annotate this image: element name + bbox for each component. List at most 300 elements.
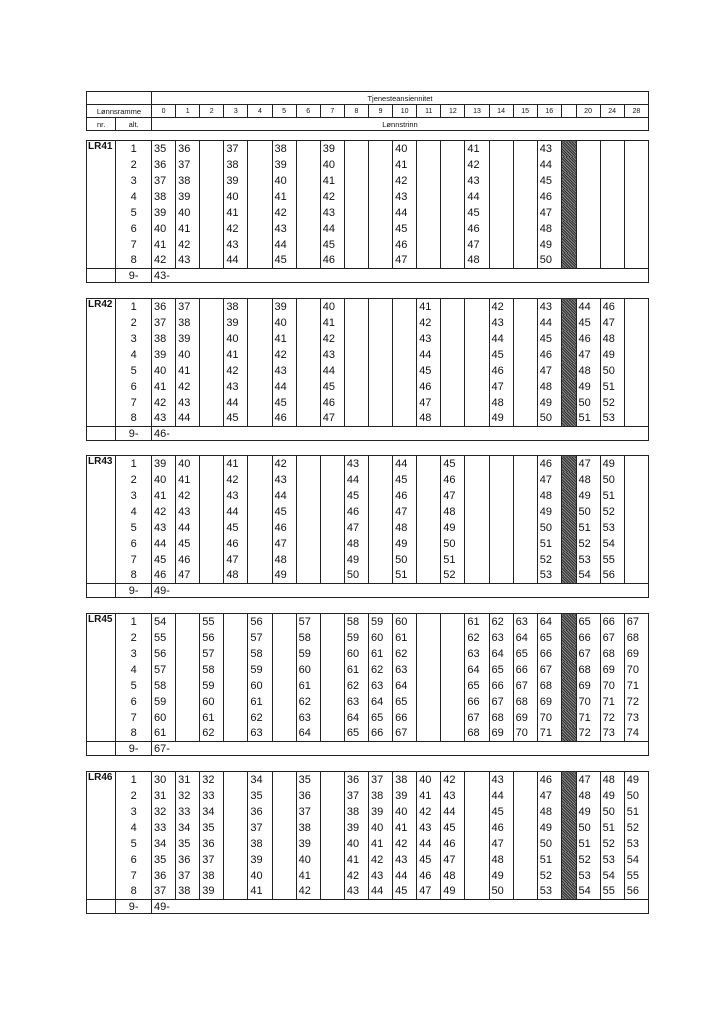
step-cell: 46 [537, 347, 561, 363]
step-cell: 43 [537, 299, 561, 315]
step-cell [320, 836, 344, 852]
step-cell [248, 379, 272, 395]
step-cell: 42 [441, 772, 465, 788]
step-cell: 70 [624, 662, 648, 678]
step-cell: 42 [465, 157, 489, 173]
step-cell [465, 411, 489, 427]
step-cell [272, 646, 296, 662]
step-cell [489, 472, 513, 488]
frame-name-cell [87, 646, 116, 662]
step-cell: 33 [151, 820, 175, 836]
step-cell [368, 189, 392, 205]
step-cell: 47 [417, 395, 441, 411]
step-cell [417, 520, 441, 536]
step-cell [624, 395, 648, 411]
step-cell [344, 379, 368, 395]
step-cell [200, 472, 224, 488]
step-cell: 58 [200, 662, 224, 678]
step-cell [624, 504, 648, 520]
step-cell: 52 [576, 536, 600, 552]
step-cell [513, 772, 537, 788]
table-row [87, 804, 649, 820]
step-cell [513, 536, 537, 552]
step-cell: 50 [344, 568, 368, 584]
frame-name-cell [87, 804, 116, 820]
step-cell: 42 [296, 884, 320, 900]
step-cell: 51 [537, 536, 561, 552]
step-cell [465, 299, 489, 315]
frame-name-cell [87, 662, 116, 678]
step-cell [513, 141, 537, 157]
table-row [87, 552, 649, 568]
alt-cell: 7 [116, 868, 152, 884]
step-cell: 47 [537, 205, 561, 221]
step-cell: 60 [151, 710, 175, 726]
step-cell [248, 536, 272, 552]
step-cell: 45 [393, 472, 417, 488]
step-cell: 44 [489, 788, 513, 804]
step-cell: 62 [393, 646, 417, 662]
step-cell: 55 [624, 868, 648, 884]
step-cell [272, 804, 296, 820]
step-cell [600, 237, 624, 253]
step-cell: 41 [465, 141, 489, 157]
step-cell [344, 237, 368, 253]
step-cell: 44 [465, 189, 489, 205]
step-cell [224, 852, 248, 868]
step-cell [513, 205, 537, 221]
alt-cell: 5 [116, 678, 152, 694]
step-cell [489, 504, 513, 520]
table-row [87, 646, 649, 662]
step-cell: 39 [272, 157, 296, 173]
step-cell: 40 [393, 804, 417, 820]
step-cell: 42 [320, 331, 344, 347]
table-row [87, 379, 649, 395]
step-cell: 42 [224, 363, 248, 379]
step-cell: 66 [513, 662, 537, 678]
step-cell [417, 205, 441, 221]
frame-table-lr46 [86, 771, 649, 914]
step-cell: 52 [537, 552, 561, 568]
step-cell: 43 [176, 395, 200, 411]
frame-name-cell [87, 331, 116, 347]
step-cell: 39 [393, 788, 417, 804]
step-cell: 42 [368, 852, 392, 868]
step-cell: 62 [200, 726, 224, 742]
step-cell: 47 [600, 315, 624, 331]
step-cell [248, 141, 272, 157]
step-cell [200, 379, 224, 395]
step-cell: 46 [224, 536, 248, 552]
step-cell: 38 [248, 836, 272, 852]
step-cell [320, 694, 344, 710]
step-cell [576, 253, 600, 269]
step-cell: 40 [224, 331, 248, 347]
step-cell [513, 379, 537, 395]
footer-row [87, 584, 649, 598]
step-cell: 33 [176, 804, 200, 820]
frame-name-cell [87, 552, 116, 568]
step-cell: 41 [151, 379, 175, 395]
step-cell: 35 [248, 788, 272, 804]
step-cell [368, 488, 392, 504]
step-cell: 42 [417, 315, 441, 331]
step-cell [272, 884, 296, 900]
step-cell [224, 884, 248, 900]
step-cell [624, 552, 648, 568]
table-row [87, 253, 649, 269]
frame-name-cell [87, 347, 116, 363]
step-cell [176, 678, 200, 694]
step-cell: 56 [624, 884, 648, 900]
table-row [87, 868, 649, 884]
step-cell [465, 488, 489, 504]
step-cell: 48 [441, 504, 465, 520]
step-cell [513, 472, 537, 488]
step-cell [368, 315, 392, 331]
step-cell: 58 [344, 614, 368, 630]
step-cell: 47 [537, 472, 561, 488]
step-cell [320, 646, 344, 662]
alt-cell: 5 [116, 205, 152, 221]
step-cell [296, 520, 320, 536]
step-cell: 39 [151, 347, 175, 363]
step-cell [248, 395, 272, 411]
alt-cell: 3 [116, 173, 152, 189]
step-cell [296, 456, 320, 472]
footer-value-cell: 46- [151, 427, 648, 441]
step-cell: 51 [441, 552, 465, 568]
step-cell: 63 [296, 710, 320, 726]
step-cell: 40 [224, 189, 248, 205]
step-cell [465, 315, 489, 331]
step-cell [441, 379, 465, 395]
footer-value-cell: 49- [151, 584, 648, 598]
table-row [87, 315, 649, 331]
step-cell: 46 [272, 520, 296, 536]
step-cell: 42 [272, 205, 296, 221]
step-cell: 48 [393, 520, 417, 536]
step-cell [441, 253, 465, 269]
step-cell [441, 331, 465, 347]
step-cell [320, 852, 344, 868]
step-cell: 32 [151, 804, 175, 820]
table-row [87, 568, 649, 584]
step-cell: 38 [344, 804, 368, 820]
step-cell: 43 [489, 315, 513, 331]
step-cell: 64 [393, 678, 417, 694]
step-cell: 40 [176, 456, 200, 472]
step-cell: 30 [151, 772, 175, 788]
step-cell [561, 189, 576, 205]
step-cell: 44 [272, 237, 296, 253]
step-cell [561, 379, 576, 395]
footer-value-cell: 49- [151, 900, 648, 914]
step-cell: 37 [176, 868, 200, 884]
step-cell [417, 221, 441, 237]
step-cell: 64 [537, 614, 561, 630]
step-cell [561, 205, 576, 221]
step-cell [441, 726, 465, 742]
step-cell: 53 [576, 552, 600, 568]
step-cell [441, 694, 465, 710]
step-cell [320, 788, 344, 804]
step-cell [624, 488, 648, 504]
step-cell: 41 [224, 205, 248, 221]
table-row [87, 363, 649, 379]
alt-cell: 7 [116, 552, 152, 568]
step-cell: 36 [151, 299, 175, 315]
step-cell [344, 221, 368, 237]
step-cell: 50 [537, 836, 561, 852]
alt-cell: 2 [116, 472, 152, 488]
step-cell: 38 [176, 315, 200, 331]
step-cell [513, 884, 537, 900]
step-cell [441, 646, 465, 662]
step-cell [200, 315, 224, 331]
step-cell: 44 [489, 331, 513, 347]
step-cell [272, 788, 296, 804]
step-cell: 50 [537, 253, 561, 269]
table-row [87, 237, 649, 253]
step-cell: 42 [176, 237, 200, 253]
alt-cell: 2 [116, 630, 152, 646]
step-cell [441, 189, 465, 205]
header-column-label: 6 [296, 105, 320, 118]
step-cell: 39 [151, 205, 175, 221]
alt-cell: 1 [116, 614, 152, 630]
frame-name-cell [87, 173, 116, 189]
step-cell [368, 253, 392, 269]
step-cell: 63 [368, 678, 392, 694]
alt-cell: 8 [116, 726, 152, 742]
step-cell [200, 157, 224, 173]
step-cell: 43 [224, 379, 248, 395]
step-cell [417, 662, 441, 678]
footer-empty-cell [87, 427, 116, 441]
table-row [87, 678, 649, 694]
step-cell [368, 205, 392, 221]
step-cell: 73 [600, 726, 624, 742]
step-cell: 53 [600, 411, 624, 427]
step-cell [368, 157, 392, 173]
step-cell [576, 157, 600, 173]
step-cell [296, 315, 320, 331]
step-cell [176, 726, 200, 742]
step-cell: 46 [489, 820, 513, 836]
header-nr-label: nr. [87, 118, 116, 131]
step-cell: 43 [417, 331, 441, 347]
step-cell [441, 363, 465, 379]
header-column-label: 15 [513, 105, 537, 118]
table-row [87, 788, 649, 804]
step-cell: 43 [320, 205, 344, 221]
step-cell [600, 189, 624, 205]
step-cell: 43 [176, 253, 200, 269]
step-cell [513, 520, 537, 536]
step-cell [200, 568, 224, 584]
step-cell [200, 331, 224, 347]
step-cell: 66 [368, 726, 392, 742]
step-cell: 41 [320, 315, 344, 331]
step-cell [368, 237, 392, 253]
table-row [87, 331, 649, 347]
step-cell: 48 [489, 395, 513, 411]
step-cell: 45 [320, 237, 344, 253]
step-cell: 36 [151, 157, 175, 173]
step-cell: 67 [489, 694, 513, 710]
step-cell: 31 [151, 788, 175, 804]
step-cell [513, 299, 537, 315]
footer-alt-cell: 9- [116, 742, 152, 756]
step-cell [368, 173, 392, 189]
step-cell: 49 [600, 456, 624, 472]
step-cell [561, 694, 576, 710]
step-cell: 42 [344, 868, 368, 884]
step-cell: 38 [272, 141, 296, 157]
step-cell [200, 237, 224, 253]
step-cell [600, 253, 624, 269]
step-cell: 55 [600, 552, 624, 568]
step-cell: 48 [576, 788, 600, 804]
step-cell: 62 [344, 678, 368, 694]
step-cell [344, 173, 368, 189]
step-cell: 50 [537, 411, 561, 427]
step-cell [368, 379, 392, 395]
step-cell: 70 [576, 694, 600, 710]
step-cell [224, 614, 248, 630]
step-cell [489, 568, 513, 584]
step-cell [600, 205, 624, 221]
step-cell [624, 363, 648, 379]
step-cell [513, 347, 537, 363]
step-cell: 41 [417, 788, 441, 804]
step-cell: 53 [576, 868, 600, 884]
step-cell [224, 820, 248, 836]
step-cell: 47 [224, 552, 248, 568]
step-cell [513, 868, 537, 884]
step-cell: 61 [296, 678, 320, 694]
step-cell: 47 [393, 253, 417, 269]
step-cell: 44 [393, 456, 417, 472]
alt-cell: 2 [116, 157, 152, 173]
step-cell [344, 315, 368, 331]
step-cell [561, 772, 576, 788]
step-cell [320, 488, 344, 504]
step-cell: 37 [224, 141, 248, 157]
step-cell: 46 [441, 472, 465, 488]
table-row [87, 472, 649, 488]
step-cell [368, 520, 392, 536]
step-cell: 43 [393, 189, 417, 205]
step-cell [320, 868, 344, 884]
step-cell: 63 [513, 614, 537, 630]
step-cell [465, 395, 489, 411]
step-cell: 46 [176, 552, 200, 568]
step-cell: 40 [296, 852, 320, 868]
step-cell [296, 488, 320, 504]
step-cell [320, 552, 344, 568]
step-cell: 37 [248, 820, 272, 836]
step-cell [248, 205, 272, 221]
step-cell [344, 347, 368, 363]
step-cell [561, 472, 576, 488]
frame-name-cell [87, 852, 116, 868]
table-row [87, 710, 649, 726]
frame-name-cell [87, 504, 116, 520]
step-cell [513, 456, 537, 472]
step-cell [200, 395, 224, 411]
step-cell [296, 363, 320, 379]
step-cell [320, 804, 344, 820]
step-cell [417, 141, 441, 157]
step-cell: 47 [272, 536, 296, 552]
step-cell [513, 552, 537, 568]
step-cell: 45 [224, 411, 248, 427]
step-cell: 69 [576, 678, 600, 694]
frame-table-lr41 [86, 140, 649, 283]
alt-cell: 6 [116, 221, 152, 237]
footer-row [87, 269, 649, 283]
step-cell: 37 [344, 788, 368, 804]
step-cell [320, 520, 344, 536]
step-cell: 47 [576, 456, 600, 472]
step-cell [624, 189, 648, 205]
step-cell [248, 173, 272, 189]
step-cell: 41 [296, 868, 320, 884]
step-cell [624, 221, 648, 237]
step-cell: 40 [320, 157, 344, 173]
step-cell: 50 [537, 520, 561, 536]
frame-name-cell: LR43 [87, 456, 116, 472]
step-cell: 43 [224, 237, 248, 253]
step-cell [368, 363, 392, 379]
step-cell [368, 456, 392, 472]
step-cell: 50 [600, 363, 624, 379]
step-cell: 47 [176, 568, 200, 584]
step-cell [624, 253, 648, 269]
step-cell: 54 [151, 614, 175, 630]
step-cell [393, 315, 417, 331]
step-cell: 50 [600, 804, 624, 820]
step-cell [344, 157, 368, 173]
step-cell [296, 237, 320, 253]
step-cell: 38 [224, 157, 248, 173]
alt-cell: 1 [116, 141, 152, 157]
frame-name-cell [87, 536, 116, 552]
step-cell [224, 788, 248, 804]
step-cell: 53 [600, 520, 624, 536]
step-cell: 46 [537, 456, 561, 472]
step-cell [248, 189, 272, 205]
step-cell [513, 253, 537, 269]
step-cell [561, 710, 576, 726]
step-cell [576, 205, 600, 221]
table-row [87, 157, 649, 173]
step-cell: 60 [344, 646, 368, 662]
step-cell: 45 [344, 488, 368, 504]
alt-cell: 6 [116, 379, 152, 395]
step-cell [272, 820, 296, 836]
step-cell: 51 [600, 379, 624, 395]
step-cell: 54 [600, 536, 624, 552]
frame-name-cell [87, 157, 116, 173]
step-cell [624, 411, 648, 427]
header-column-label: 7 [320, 105, 344, 118]
step-cell: 43 [272, 363, 296, 379]
step-cell: 46 [393, 237, 417, 253]
